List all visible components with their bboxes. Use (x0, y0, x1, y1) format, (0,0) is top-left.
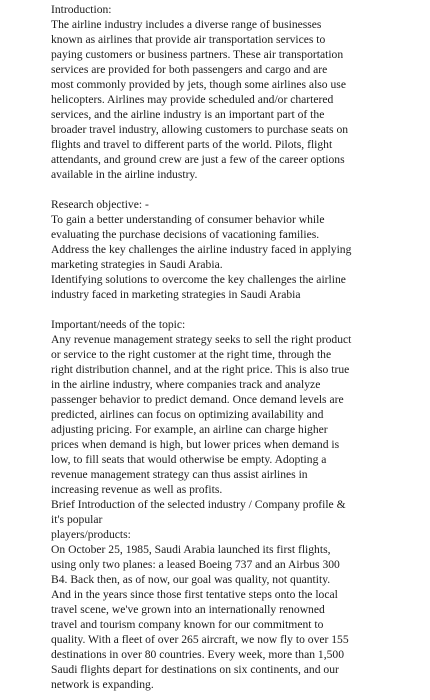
introduction-section (51, 2, 391, 182)
research-objective-heading: Research objective: - (51, 198, 149, 211)
text-line: in the airline industry, where companies track and analyze (51, 378, 321, 391)
text-line: services are provided for both passengers and cargo and are (51, 63, 328, 76)
text-line: The airline industry includes a diverse range of businesses (51, 18, 322, 31)
text-line: adjusting pricing. For example, an airline can charge higher (51, 423, 328, 436)
text-line: evaluating the purchase decisions of vacationing families. (51, 228, 320, 241)
text-line: paying customers or business partners. These air transportation (51, 48, 344, 61)
text-line: prices when demand is high, but lower prices when demand is (51, 438, 340, 451)
document-body (51, 2, 391, 692)
text-line: Address the key challenges the airline industry faced in applying (51, 243, 352, 256)
text-line: network is expanding. (51, 678, 154, 691)
text-line: helicopters. Airlines may provide scheduled and/or chartered (51, 93, 334, 106)
text-line: using only two planes: a leased Boeing 737 and an Airbus 300 (51, 558, 340, 571)
paragraph-gap (51, 302, 391, 317)
text-line: known as airlines that provide air transportation services to (51, 33, 326, 46)
company-profile-heading: it's popular (51, 513, 103, 526)
text-line: travel and tourism company known for our commitment to (51, 618, 324, 631)
text-line: increasing revenue as well as profits. (51, 483, 223, 496)
text-line: predicted, airlines can focus on optimizing availability and (51, 408, 324, 421)
text-line: On October 25, 1985, Saudi Arabia launched its first flights, (51, 543, 331, 556)
text-line: destinations in over 80 countries. Every week, more than 1,500 (51, 648, 344, 661)
text-line: B4. Back then, as of now, our goal was quality, not quantity. (51, 573, 331, 586)
text-line: Saudi flights depart for destinations on six continents, and our (51, 663, 339, 676)
text-line: right distribution channel, and at the right price. This is also true (51, 363, 350, 376)
text-line: flights and travel to different parts of the world. Pilots, flight (51, 138, 333, 151)
research-objective-section (51, 197, 391, 302)
importance-heading: Important/needs of the topic: (51, 318, 186, 331)
text-line: most commonly provided by jets, though some airlines also use (51, 78, 346, 91)
text-line: travel scene, we've grown into an internationally renowned (51, 603, 325, 616)
text-line: passenger behavior to predict demand. Once demand levels are (51, 393, 344, 406)
company-profile-heading: Brief Introduction of the selected industry / Company profile & (51, 498, 346, 511)
importance-section (51, 317, 391, 692)
text-line: broader travel industry, allowing customers to purchase seats on (51, 123, 349, 136)
text-line: available in the airline industry. (51, 168, 198, 181)
text-line: industry faced in marketing strategies in Saudi Arabia (51, 288, 301, 301)
text-line: Identifying solutions to overcome the key challenges the airline (51, 273, 346, 286)
text-line: Any revenue management strategy seeks to sell the right product (51, 333, 352, 346)
text-line: low, to fill seats that would otherwise be empty. Adopting a (51, 453, 327, 466)
text-line: attendants, and ground crew are just a few of the career options (51, 153, 345, 166)
text-line: And in the years since those first tentative steps onto the local (51, 588, 338, 601)
company-profile-heading: players/products: (51, 528, 131, 541)
text-line: To gain a better understanding of consumer behavior while (51, 213, 325, 226)
introduction-heading: Introduction: (51, 3, 112, 16)
text-line: revenue management strategy can thus assist airlines in (51, 468, 308, 481)
text-line: or service to the right customer at the right time, through the (51, 348, 332, 361)
text-line: services, and the airline industry is an important part of the (51, 108, 325, 121)
text-line: marketing strategies in Saudi Arabia. (51, 258, 223, 271)
paragraph-gap (51, 182, 391, 197)
text-line: quality. With a fleet of over 265 aircraft, we now fly to over 155 (51, 633, 349, 646)
